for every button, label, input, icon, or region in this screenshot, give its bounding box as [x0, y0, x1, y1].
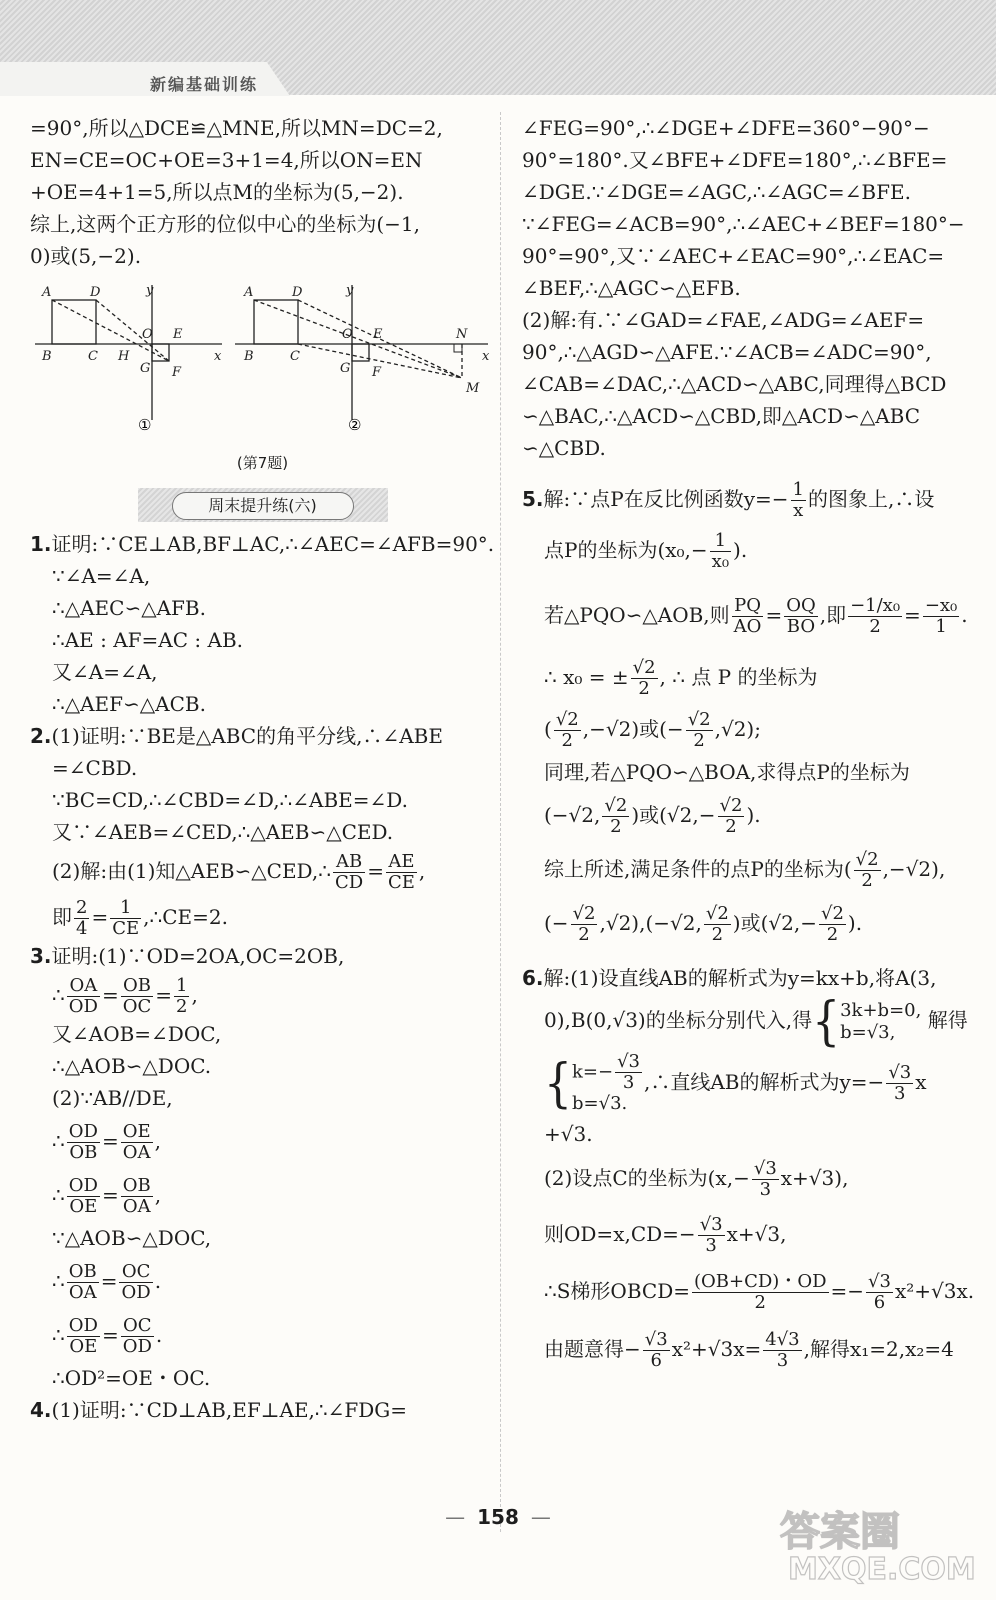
question-3-line: 3.证明:(1)∵OD=2OA,OC=2OB, [30, 944, 345, 968]
svg-text:N: N [456, 327, 468, 342]
text-line: +√3. [544, 1122, 593, 1146]
watermark-url: MXQE.COM [788, 1552, 976, 1587]
text-line: ∠BEF,∴△AGC∽△EFB. [522, 276, 741, 300]
text-line: ∽△CBD. [522, 436, 606, 460]
svg-text:D: D [292, 285, 303, 300]
text-line: 综上所述,满足条件的点P的坐标为( $\frac{√2}{2}$ ,−√2), [544, 849, 946, 891]
geometry-figure [30, 280, 495, 450]
svg-text:F: F [172, 365, 182, 380]
svg-text:A: A [244, 285, 254, 300]
text-line: 点P的坐标为(x₀,− $\frac{1}{\text{x₀}}$ ). [544, 530, 748, 572]
text-line: 即 $\frac{2}{4}$ = $\frac{1}{CE}$ ,∴CE=2. [52, 897, 228, 939]
svg-text:B: B [244, 349, 254, 364]
figure-caption: (第7题) [236, 454, 289, 472]
text-line: ∴S梯形OBCD= $\frac{(OB+CD)・OD}{2}$ =− $\frac{√3}{6}$ x²+√3x. [544, 1271, 975, 1313]
text-line: ∴△AEC∽△AFB. [52, 596, 206, 620]
svg-text:O: O [142, 327, 153, 342]
watermark-logo [780, 1500, 990, 1596]
text-line: (2)解:由(1)知△AEB∽△CED,∴ $\frac{AB}{CD}$ = $\frac{AE}{CE}$ , [52, 851, 426, 893]
text-line: 由题意得− $\frac{√3}{6}$ x²+√3x= $\frac{4√3}{3}$ ,解得x₁=2,x₂=4 [544, 1329, 954, 1371]
text-line: (2)设点C的坐标为(x,− $\frac{√3}{3}$ x+√3), [544, 1158, 849, 1200]
text-line: 又∠A=∠A, [52, 660, 158, 684]
svg-text:D: D [90, 285, 101, 300]
question-number: 3. [30, 944, 52, 968]
question-2-line: 2.(1)证明:∵BE是△ABC的角平分线,∴∠ABE [30, 724, 443, 748]
svg-text:x: x [214, 349, 222, 364]
svg-text:B: B [42, 349, 52, 364]
text-line: 90°=180°.又∠BFE+∠DFE=180°,∴∠BFE= [522, 148, 948, 172]
text-line: +OE=4+1=5,所以点M的坐标为(5,−2). [30, 180, 404, 204]
svg-text:C: C [88, 349, 98, 364]
text-line: ∴ $\frac{OD}{OE}$ = $\frac{OC}{OD}$ . [52, 1315, 163, 1357]
svg-text:x: x [482, 349, 490, 364]
svg-text:y: y [346, 283, 354, 298]
text-line: (2)∵AB//DE, [52, 1086, 173, 1110]
text-line: ∵∠FEG=∠ACB=90°,∴∠AEC+∠BEF=180°− [522, 212, 965, 236]
text-line: EN=CE=OC+OE=3+1=4,所以ON=EN [30, 148, 423, 172]
text-line: ∴ $\frac{OD}{OB}$ = $\frac{OE}{OA}$ , [52, 1121, 161, 1163]
text-line: ∴ $\frac{OB}{OA}$ = $\frac{OC}{OD}$ . [52, 1261, 162, 1303]
text-line: (− $\frac{√2}{2}$ ,√2),(−√2, $\frac{√2}{2}$ )或(√2,− $\frac{√2}{2}$ ). [544, 903, 863, 945]
text-line: ∠DGE.∵∠DGE=∠AGC,∴∠AGC=∠BFE. [522, 180, 911, 204]
text-line: =∠CBD. [52, 756, 138, 780]
text-line: 90°=90°,又∵∠AEC+∠EAC=90°,∴∠EAC= [522, 244, 945, 268]
svg-text:A: A [42, 285, 52, 300]
text-line: ∠CAB=∠DAC,∴△ACD∽△ABC,同理得△BCD [522, 372, 947, 396]
text-line: ∵BC=CD,∴∠CBD=∠D,∴∠ABE=∠D. [52, 788, 408, 812]
question-number: 1. [30, 532, 52, 556]
text-line: ∴△AEF∽△ACB. [52, 692, 206, 716]
figure-1-label: ① [138, 416, 152, 434]
text-line: (2)解:有.∵∠GAD=∠FAE,∠ADG=∠AEF= [522, 308, 925, 332]
text-line: (−√2, $\frac{√2}{2}$ )或(√2,− $\frac{√2}{2}$ ). [544, 795, 761, 837]
question-4-line: 4.(1)证明:∵CD⊥AB,EF⊥AE,∴∠FDG= [30, 1398, 408, 1422]
text-line: ∵∠A=∠A, [52, 564, 151, 588]
question-number: 5. [522, 487, 544, 511]
text-line: 则OD=x,CD=− $\frac{√3}{3}$ x+√3, [544, 1214, 787, 1256]
svg-text:E: E [373, 327, 383, 342]
figure-svg [30, 280, 495, 450]
svg-text:H: H [118, 349, 130, 364]
left-column [30, 112, 495, 1426]
text-line: 又∠AOB=∠DOC, [52, 1022, 222, 1046]
text-line: 又∵∠AEB=∠CED,∴△AEB∽△CED. [52, 820, 394, 844]
svg-text:F: F [372, 365, 382, 380]
text-line: ∴AE : AF=AC : AB. [52, 628, 243, 652]
svg-text:O: O [342, 327, 353, 342]
text-line: { k=− $\frac{√3}{3}$ b=√3. ,∴直线AB的解析式为y=− $\frac{√3}{3}$ x [544, 1051, 927, 1114]
text-line: 0)或(5,−2). [30, 244, 142, 268]
svg-text:G: G [340, 361, 351, 376]
figure-2-label: ② [348, 416, 362, 434]
text-line: 若△PQO∽△AOB,则 $\frac{PQ}{AO}$ = $\frac{OQ}{BO}$ ,即 $\frac{\text{−1/x₀}}{2}$ = $\frac{\text{−x₀}}{1}$ . [544, 595, 968, 637]
text-line: 90°,∴△AGD∽△AFE.∵∠ACB=∠ADC=90°, [522, 340, 932, 364]
section-title: 周末提升练(六) [172, 492, 354, 520]
question-5-line: 5.解:∵点P在反比例函数y=− $\frac{1}{x}$ 的图象上,∴设 [522, 479, 935, 521]
svg-text:E: E [173, 327, 183, 342]
book-title: 新编基础训练 [150, 75, 259, 94]
text-line: ∴△AOB∽△DOC. [52, 1054, 212, 1078]
text-line: 综上,这两个正方形的位似中心的坐标为(−1, [30, 212, 420, 236]
text-line: ∠FEG=90°,∴∠DGE+∠DFE=360°−90°− [522, 116, 930, 140]
question-number: 6. [522, 966, 544, 990]
question-1-line: 1.证明:∵CE⊥AB,BF⊥AC,∴∠AEC=∠AFB=90°. [30, 532, 495, 556]
text-line: ∵△AOB∽△DOC, [52, 1226, 212, 1250]
right-column [522, 112, 974, 1378]
text-line: ∴ $\frac{OA}{OD}$ = $\frac{OB}{OC}$ = $\frac{1}{2}$ , [52, 975, 198, 1017]
svg-text:M: M [466, 381, 480, 396]
question-number: 2. [30, 724, 52, 748]
text-line: ∴OD²=OE・OC. [52, 1366, 211, 1390]
text-line: 0),B(0,√3)的坐标分别代入,得{ 3k+b=0, b=√3, 解得 [544, 990, 968, 1052]
svg-text:C: C [290, 349, 300, 364]
watermark-text: 答案圈 [780, 1509, 900, 1555]
page-number: — 158 — [445, 1505, 551, 1529]
svg-text:G: G [140, 361, 151, 376]
question-number: 4. [30, 1398, 52, 1422]
section-banner [138, 488, 388, 522]
question-6-line: 6.解:(1)设直线AB的解析式为y=kx+b,将A(3, [522, 966, 937, 990]
text-line: ( $\frac{√2}{2}$ ,−√2)或(− $\frac{√2}{2}$ ,√2); [544, 709, 761, 751]
column-divider [500, 112, 501, 1532]
text-line: ∴ $\frac{OD}{OE}$ = $\frac{OB}{OA}$ , [52, 1175, 162, 1217]
text-line: ∴ x₀ = ± $\frac{√2}{2}$ , ∴ 点 P 的坐标为 [544, 657, 818, 699]
text-line: 同理,若△PQO∽△BOA,求得点P的坐标为 [544, 760, 910, 784]
text-line: =90°,所以△DCE≌△MNE,所以MN=DC=2, [30, 116, 443, 140]
text-line: ∽△BAC,∴△ACD∽△CBD,即△ACD∽△ABC [522, 404, 921, 428]
svg-text:y: y [146, 283, 154, 298]
